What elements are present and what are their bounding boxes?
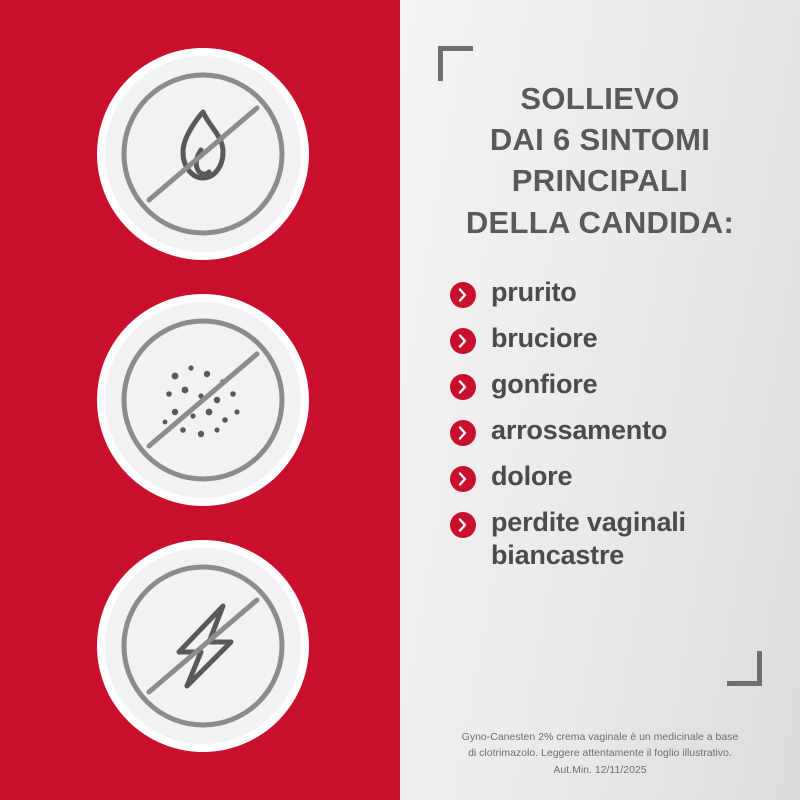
corner-bracket-bottom-right [727, 651, 762, 686]
headline-line-3: PRINCIPALI [511, 163, 689, 199]
list-item [450, 414, 790, 447]
rash-dots-no-symbol-icon [105, 302, 301, 498]
list-item [450, 322, 790, 355]
symptom-label: prurito [491, 277, 577, 307]
chevron-right-icon [450, 420, 476, 446]
symptom-list [450, 276, 790, 585]
list-item [450, 506, 790, 572]
disclaimer-line-3: Aut.Min. 12/11/2025 [553, 763, 647, 776]
headline [400, 78, 800, 243]
flame-no-symbol-icon [105, 56, 301, 252]
chevron-right-icon [450, 466, 476, 492]
headline-line-4: DELLA CANDIDA: [465, 204, 735, 240]
chevron-right-icon [450, 328, 476, 354]
lightning-bolt-no-symbol-icon [105, 548, 301, 744]
symptom-label: gonfiore [491, 368, 598, 399]
disclaimer [400, 729, 800, 778]
symptom-label: arrossamento [491, 414, 668, 445]
list-item [450, 368, 790, 401]
chevron-right-icon [450, 282, 476, 308]
list-item [450, 276, 790, 309]
disclaimer-line-1: Gyno-Canesten 2% crema vaginale è un medicinale a base [461, 731, 739, 744]
right-content-panel [400, 0, 800, 800]
symptom-label: bruciore [491, 322, 598, 353]
symptom-label: dolore [491, 460, 573, 491]
chevron-right-icon [450, 374, 476, 400]
headline-line-1: SOLLIEVO [520, 81, 680, 116]
symptom-label: perdite vaginali biancastre [491, 506, 686, 570]
list-item [450, 460, 790, 493]
disclaimer-line-2: di clotrimazolo. Leggere attentamente il foglio illustrativo. [468, 747, 732, 760]
headline-line-2: DAI 6 SINTOMI [489, 122, 711, 158]
corner-bracket-top-left [438, 46, 473, 81]
chevron-right-icon [450, 512, 476, 538]
